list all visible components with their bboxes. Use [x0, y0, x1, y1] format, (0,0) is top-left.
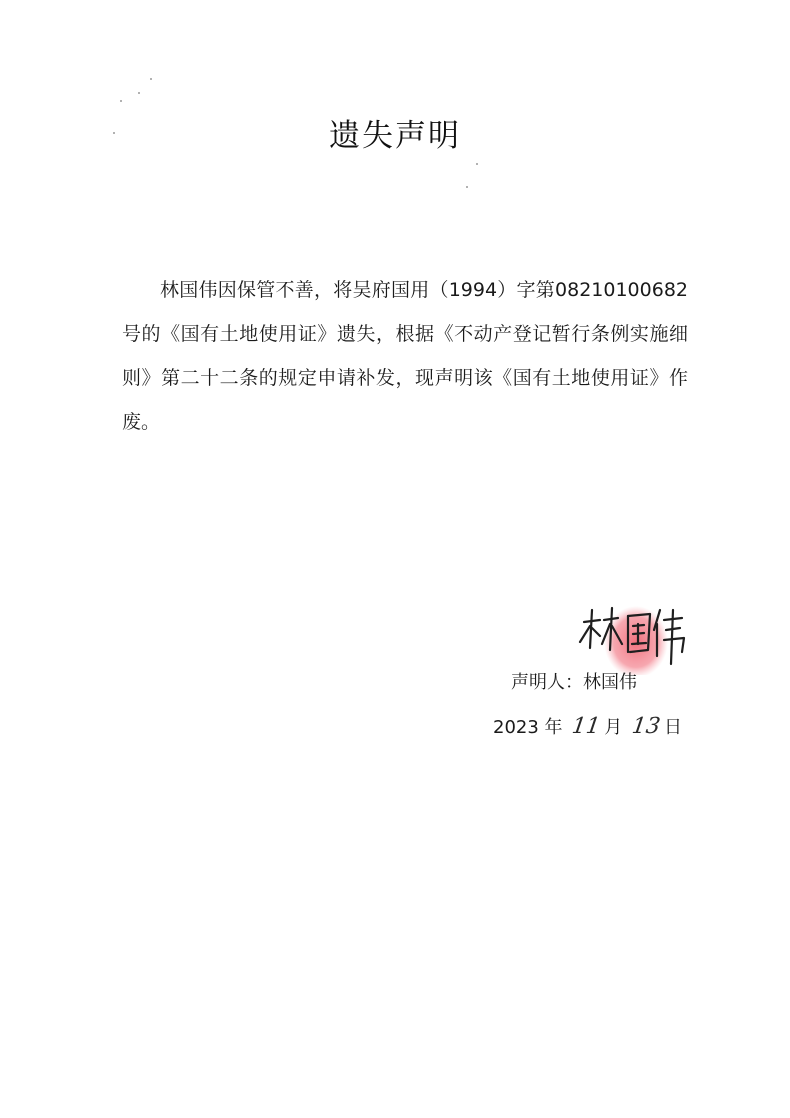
declaration-body: 林国伟因保管不善，将吴府国用（1994）字第08210100682号的《国有土地使用证》遗失，根据《不动产登记暂行条例实施细则》第二十二条的规定申请补发，现声明该《国有土地使用证》作废。 — [122, 279, 688, 433]
signature-with-fingerprint — [570, 600, 690, 675]
scan-speck — [466, 186, 468, 188]
declaration-date — [493, 713, 682, 739]
date-year-suffix: 年 — [544, 717, 563, 738]
date-day-suffix: 日 — [664, 717, 683, 738]
date-year: 2023 — [493, 717, 539, 738]
page-title: 遗失声明 — [329, 118, 461, 154]
declarant-name: 林国伟 — [583, 672, 637, 693]
date-day-handwritten: 13 — [630, 714, 662, 739]
scan-speck — [120, 100, 122, 102]
scan-speck — [150, 78, 152, 80]
declarant-line — [511, 668, 637, 694]
scan-speck — [476, 163, 478, 165]
scan-speck — [138, 92, 140, 94]
declarant-label: 声明人： — [511, 672, 583, 693]
date-month-suffix: 月 — [604, 717, 623, 738]
date-month-handwritten: 11 — [570, 714, 603, 739]
